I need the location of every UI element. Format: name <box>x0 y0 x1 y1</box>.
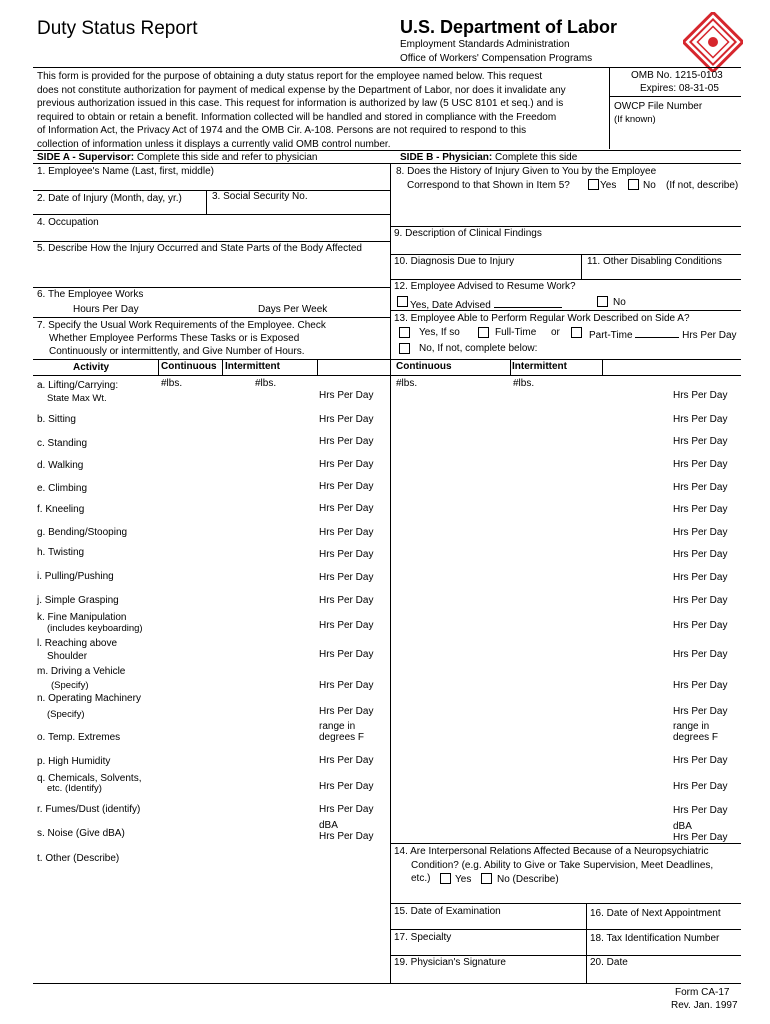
col-intermittent-a: Intermittent <box>225 361 280 372</box>
field-8-line2: Correspond to that Shown in Item 5? <box>407 180 570 191</box>
agency-sub1: Employment Standards Administration <box>400 39 570 50</box>
side-b-header <box>400 152 577 163</box>
activity-label: b. Sitting <box>37 414 76 425</box>
field-15-exam-date[interactable]: 15. Date of Examination <box>394 906 501 917</box>
field-12-yes-label <box>410 297 562 311</box>
side-b-instruction: Complete this side <box>495 152 578 163</box>
activity-label: r. Fumes/Dust (identify) <box>37 804 141 815</box>
field-19-signature[interactable]: 19. Physician's Signature <box>394 957 506 968</box>
activity-label: q. Chemicals, Solvents, <box>37 773 142 784</box>
hrs-per-day-b[interactable]: Hrs Per Day <box>673 781 728 792</box>
field-8-no-checkbox[interactable] <box>628 179 639 190</box>
hrs-per-day-b[interactable]: Hrs Per Day <box>673 832 728 843</box>
field-8-yes-checkbox[interactable] <box>588 179 599 190</box>
activity-label: c. Standing <box>37 438 88 449</box>
field-8-yes-label: Yes <box>600 180 617 191</box>
field-4-occupation[interactable]: 4. Occupation <box>37 217 99 228</box>
omb-number: OMB No. 1215-0103 <box>631 70 723 81</box>
hrs-per-day-b[interactable]: Hrs Per Day <box>673 572 728 583</box>
hrs-per-day-b[interactable]: Hrs Per Day <box>673 649 728 660</box>
field-12-yes-checkbox[interactable] <box>397 296 408 307</box>
activity-sublabel: etc. (Identify) <box>47 783 102 794</box>
date-advised-input[interactable] <box>494 297 562 308</box>
field-7-line3: Continuously or intermittently, and Give Number of Hours. <box>49 346 305 357</box>
owcp-file-number-input[interactable] <box>612 128 739 146</box>
lbs-continuous-b[interactable]: #lbs. <box>396 378 418 389</box>
field-10-diagnosis[interactable]: 10. Diagnosis Due to Injury <box>394 256 515 267</box>
activity-label: f. Kneeling <box>37 504 85 515</box>
intro-line: previous authorization issued in this case. This request for information is authorized by law (5 USC 8101 et seq.) and is <box>37 98 564 109</box>
full-time-checkbox[interactable] <box>478 327 489 338</box>
activity-label: k. Fine Manipulation <box>37 612 127 623</box>
side-a-instruction: Complete this side and refer to physician <box>136 152 318 163</box>
hrs-per-day[interactable]: Hrs Per Day <box>319 595 374 606</box>
hrs-per-day[interactable]: Hrs Per Day <box>319 459 374 470</box>
field-8-no-note: (If not, describe) <box>666 180 739 191</box>
part-time-text: Part-Time <box>589 330 633 341</box>
temp-degrees-b: degrees F <box>673 732 719 743</box>
field-14-yes-label: Yes <box>455 874 472 885</box>
hrs-per-day[interactable]: Hrs Per Day <box>319 527 374 538</box>
hrs-per-day[interactable]: Hrs Per Day <box>319 549 374 560</box>
dol-seal-logo <box>683 12 743 72</box>
hrs-per-day-b[interactable]: Hrs Per Day <box>673 436 728 447</box>
temp-range-in-b[interactable]: range in <box>673 721 710 732</box>
field-17-specialty[interactable]: 17. Specialty <box>394 932 452 943</box>
field-13-no-label: No, If not, complete below: <box>419 343 538 354</box>
hrs-per-day[interactable]: Hrs Per Day <box>319 503 374 514</box>
field-13-no-checkbox[interactable] <box>399 343 410 354</box>
field-12-no-checkbox[interactable] <box>597 296 608 307</box>
hrs-per-day[interactable]: Hrs Per Day <box>319 481 374 492</box>
part-time-hrs-text: Hrs Per Day <box>682 330 737 341</box>
field-3-ssn[interactable]: 3. Social Security No. <box>212 191 308 202</box>
hrs-per-day-b[interactable]: Hrs Per Day <box>673 482 728 493</box>
form-number: Form CA-17 <box>675 987 730 998</box>
activity-label: a. Lifting/Carrying: <box>37 380 119 391</box>
hrs-per-day-b[interactable]: Hrs Per Day <box>673 620 728 631</box>
activity-label: t. Other (Describe) <box>37 853 120 864</box>
days-per-week-label[interactable]: Days Per Week <box>258 304 328 315</box>
part-time-hours-input[interactable] <box>635 327 679 338</box>
intro-line: collection of information unless it displays a currently valid OMB control number. <box>37 138 391 150</box>
lbs-intermittent[interactable]: #lbs. <box>255 378 277 389</box>
part-time-label <box>589 327 737 341</box>
activity-label: h. Twisting <box>37 547 85 558</box>
hrs-per-day-b[interactable]: Hrs Per Day <box>673 414 728 425</box>
field-14-line3: etc.) <box>411 873 431 884</box>
field-18-tax-id[interactable]: 18. Tax Identification Number <box>590 933 720 944</box>
intro-line: required to obtain or retain a benefit. Information collected will be handled and stored in compliance with the Freedom <box>37 111 557 123</box>
field-14-yes-checkbox[interactable] <box>440 873 451 884</box>
hrs-per-day-b[interactable]: Hrs Per Day <box>673 527 728 538</box>
field-9-clinical-findings[interactable]: 9. Description of Clinical Findings <box>394 228 542 239</box>
hrs-per-day[interactable]: Hrs Per Day <box>319 680 374 691</box>
field-14-no-label: No (Describe) <box>497 874 559 885</box>
activity-sublabel: (Specify) <box>51 680 89 691</box>
activity-sublabel: Shoulder <box>47 651 88 662</box>
activity-sublabel: (includes keyboarding) <box>47 623 143 634</box>
side-a-label: SIDE A - Supervisor: <box>37 152 135 163</box>
owcp-file-number-note: (If known) <box>614 114 656 125</box>
activity-label: o. Temp. Extremes <box>37 732 121 743</box>
field-20-date[interactable]: 20. Date <box>590 957 628 968</box>
hrs-per-day-b[interactable]: Hrs Per Day <box>673 504 728 515</box>
form-revision: Rev. Jan. 1997 <box>671 1000 738 1011</box>
activity-label: j. Simple Grasping <box>37 595 119 606</box>
lbs-intermittent-b[interactable]: #lbs. <box>513 378 535 389</box>
field-13-regular-work: 13. Employee Able to Perform Regular Work Described on Side A? <box>394 313 690 324</box>
activity-label: m. Driving a Vehicle <box>37 666 126 677</box>
field-14-line1: 14. Are Interpersonal Relations Affected Because of a Neuropsychiatric <box>394 846 709 857</box>
field-1-employee-name[interactable]: 1. Employee's Name (Last, first, middle) <box>37 166 214 177</box>
side-a-header <box>37 152 318 163</box>
hrs-per-day[interactable]: Hrs Per Day <box>319 755 374 766</box>
field-7-line2: Whether Employee Performs These Tasks or is Exposed <box>49 333 300 344</box>
lbs-continuous[interactable]: #lbs. <box>161 378 183 389</box>
col-continuous-a: Continuous <box>161 361 217 372</box>
field-14-line2: Condition? (e.g. Ability to Give or Take Supervision, Meet Deadlines, <box>411 860 714 871</box>
hrs-per-day[interactable]: Hrs Per Day <box>319 781 374 792</box>
col-continuous-b: Continuous <box>396 361 452 372</box>
activity-label: e. Climbing <box>37 483 88 494</box>
field-12-yes-text: Yes, Date Advised <box>410 300 491 311</box>
col-intermittent-b: Intermittent <box>512 361 567 372</box>
activity-label: i. Pulling/Pushing <box>37 571 114 582</box>
activity-label: d. Walking <box>37 460 84 471</box>
activity-label: n. Operating Machinery <box>37 693 141 704</box>
agency-sub2: Office of Workers' Compensation Programs <box>400 53 593 64</box>
field-13-yes-checkbox[interactable] <box>399 327 410 338</box>
hrs-per-day[interactable]: Hrs Per Day <box>319 620 374 631</box>
omb-expires: Expires: 08-31-05 <box>640 83 719 94</box>
noise-dba-b[interactable]: dBA <box>673 821 692 832</box>
hrs-per-day[interactable]: Hrs Per Day <box>319 804 374 815</box>
field-12-resume-work: 12. Employee Advised to Resume Work? <box>394 281 576 292</box>
intro-line: of Information Act, the Privacy Act of 1974 and the OMB Cir. A-108. Persons are not required to respond to this <box>37 125 527 136</box>
activity-label: l. Reaching above <box>37 638 118 649</box>
col-activity: Activity <box>73 362 110 373</box>
field-7-line1: 7. Specify the Usual Work Requirements of the Employee. Check <box>37 320 326 331</box>
hrs-per-day-b[interactable]: Hrs Per Day <box>673 390 728 401</box>
intro-text <box>37 70 607 151</box>
field-14-no-checkbox[interactable] <box>481 873 492 884</box>
or-label: or <box>551 327 560 338</box>
field-8-no-label: No <box>643 180 656 191</box>
hrs-per-day-b[interactable]: Hrs Per Day <box>673 680 728 691</box>
hours-per-day-label[interactable]: Hours Per Day <box>73 304 139 315</box>
hrs-per-day-b[interactable]: Hrs Per Day <box>673 706 728 717</box>
temp-range-in[interactable]: range in <box>319 721 356 732</box>
hrs-per-day-b[interactable]: Hrs Per Day <box>673 549 728 560</box>
hrs-per-day[interactable]: Hrs Per Day <box>319 831 374 842</box>
part-time-checkbox[interactable] <box>571 327 582 338</box>
agency-name: U.S. Department of Labor <box>400 17 618 37</box>
field-11-other-conditions[interactable]: 11. Other Disabling Conditions <box>587 256 722 267</box>
hrs-per-day-b[interactable]: Hrs Per Day <box>673 805 728 816</box>
field-8-line1: 8. Does the History of Injury Given to You by the Employee <box>396 166 657 177</box>
hrs-per-day[interactable]: Hrs Per Day <box>319 706 374 717</box>
hrs-per-day[interactable]: Hrs Per Day <box>319 572 374 583</box>
activity-label: p. High Humidity <box>37 756 111 767</box>
hrs-per-day[interactable]: Hrs Per Day <box>319 414 374 425</box>
field-16-next-appointment[interactable]: 16. Date of Next Appointment <box>590 908 721 919</box>
owcp-file-number-label: OWCP File Number <box>614 101 703 112</box>
field-12-no-label: No <box>613 297 626 308</box>
activity-label: g. Bending/Stooping <box>37 527 128 538</box>
field-6-employee-works: 6. The Employee Works <box>37 289 144 300</box>
field-2-date-of-injury[interactable]: 2. Date of Injury (Month, day, yr.) <box>37 193 182 204</box>
field-5-injury-description[interactable]: 5. Describe How the Injury Occurred and State Parts of the Body Affected <box>37 243 362 254</box>
side-b-label: SIDE B - Physician: <box>400 152 493 163</box>
intro-line: This form is provided for the purpose of obtaining a duty status report for the employee named below. This request <box>37 71 543 82</box>
hrs-per-day[interactable]: Hrs Per Day <box>319 436 374 447</box>
activity-sublabel: State Max Wt. <box>47 393 107 404</box>
activity-sublabel: (Specify) <box>47 709 85 720</box>
noise-dba[interactable]: dBA <box>319 820 338 831</box>
full-time-label: Full-Time <box>495 327 537 338</box>
temp-degrees: degrees F <box>319 732 365 743</box>
hrs-per-day[interactable]: Hrs Per Day <box>319 390 374 401</box>
field-13-yes-label: Yes, If so <box>419 327 460 338</box>
hrs-per-day-b[interactable]: Hrs Per Day <box>673 755 728 766</box>
activity-label: s. Noise (Give dBA) <box>37 828 125 839</box>
hrs-per-day-b[interactable]: Hrs Per Day <box>673 459 728 470</box>
intro-line: does not constitute authorization for payment of medical expense by the Department of Labor, nor does it invalidate any <box>37 84 566 96</box>
form-title: Duty Status Report <box>37 18 198 39</box>
hrs-per-day[interactable]: Hrs Per Day <box>319 649 374 660</box>
hrs-per-day-b[interactable]: Hrs Per Day <box>673 595 728 606</box>
